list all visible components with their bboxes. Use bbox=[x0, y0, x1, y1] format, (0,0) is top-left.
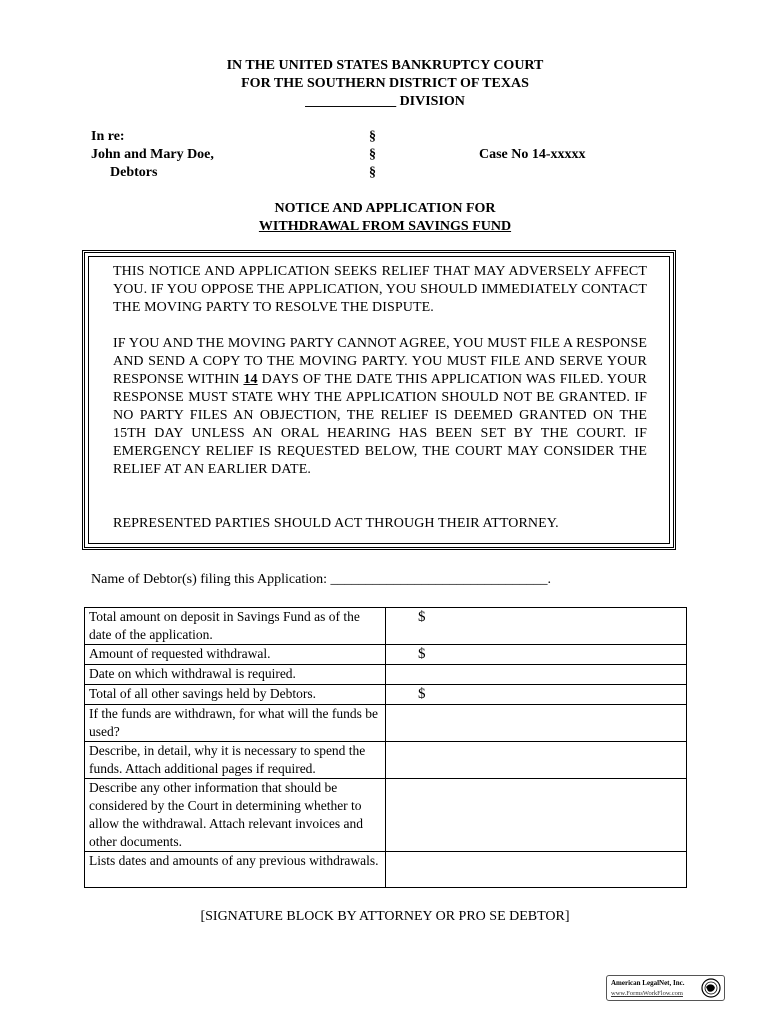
footer-url[interactable]: www.FormsWorkFlow.com bbox=[611, 990, 683, 997]
form-row-value-field[interactable]: $ bbox=[386, 685, 687, 705]
form-row-value-field[interactable]: $ bbox=[386, 645, 687, 665]
court-name: IN THE UNITED STATES BANKRUPTCY COURT bbox=[226, 58, 544, 73]
form-row bbox=[85, 665, 687, 685]
form-row-value-field[interactable] bbox=[386, 742, 687, 779]
application-form-table bbox=[84, 607, 687, 888]
form-row-label: Amount of requested withdrawal. bbox=[85, 645, 386, 665]
footer-badge bbox=[606, 975, 725, 1001]
form-row-value-field[interactable] bbox=[386, 665, 687, 685]
form-row-label: If the funds are withdrawn, for what will the funds be used? bbox=[85, 705, 386, 742]
footer-company: American LegalNet, Inc. bbox=[611, 979, 685, 987]
court-district: FOR THE SOUTHERN DISTRICT OF TEXAS bbox=[241, 76, 529, 91]
section-symbol: § bbox=[369, 165, 376, 180]
globe-seal-icon bbox=[701, 978, 721, 998]
form-row-value-field[interactable]: $ bbox=[386, 608, 687, 645]
response-days: 14 bbox=[243, 372, 258, 387]
notice-box-inner bbox=[88, 256, 670, 544]
debtor-name-line[interactable]: Name of Debtor(s) filing this Application: _______________________________. bbox=[91, 572, 552, 587]
form-row bbox=[85, 705, 687, 742]
notice-box bbox=[82, 250, 676, 550]
form-row bbox=[85, 779, 687, 852]
form-row bbox=[85, 685, 687, 705]
document-title-line1: NOTICE AND APPLICATION FOR bbox=[274, 201, 496, 216]
form-row-value-field[interactable] bbox=[386, 705, 687, 742]
notice-paragraph-2 bbox=[113, 335, 647, 479]
notice-paragraph-3: REPRESENTED PARTIES SHOULD ACT THROUGH THEIR ATTORNEY. bbox=[113, 516, 559, 531]
form-row-label: Total amount on deposit in Savings Fund as of the date of the application. bbox=[85, 608, 386, 645]
form-row-value-field[interactable] bbox=[386, 852, 687, 888]
document-title-line2-wrap bbox=[0, 218, 770, 236]
in-re-label: In re: bbox=[91, 129, 125, 144]
form-row-label: Date on which withdrawal is required. bbox=[85, 665, 386, 685]
form-row bbox=[85, 645, 687, 665]
debtors-names: John and Mary Doe, bbox=[91, 147, 214, 162]
debtors-label: Debtors bbox=[110, 165, 158, 180]
form-row-value-field[interactable] bbox=[386, 779, 687, 852]
signature-block: [SIGNATURE BLOCK BY ATTORNEY OR PRO SE DEBTOR] bbox=[200, 909, 570, 924]
section-symbol: § bbox=[369, 147, 376, 162]
form-row bbox=[85, 852, 687, 888]
form-row-label: Total of all other savings held by Debtors. bbox=[85, 685, 386, 705]
form-row-label: Lists dates and amounts of any previous withdrawals. bbox=[85, 852, 386, 888]
section-symbol: § bbox=[369, 129, 376, 144]
form-row-label: Describe, in detail, why it is necessary to spend the funds. Attach additional pages if required. bbox=[85, 742, 386, 779]
form-row bbox=[85, 608, 687, 645]
form-row bbox=[85, 742, 687, 779]
notice-paragraph-2-end: DAYS OF THE DATE THIS APPLICATION WAS FILED. YOUR RESPONSE MUST STATE WHY THE APPLICATION SHOULD NOT BE GRANTED. IF NO PARTY FILES AN OBJECTION, THE RELIEF IS DEEMED GRANTED ON THE 15TH DAY UNLESS AN ORAL HEARING HAS BEEN SET BY THE COURT. IF EMERGENCY RELIEF IS REQUESTED BELOW, THE COURT MAY CONSIDER THE RELIEF AT AN EARLIER DATE. bbox=[113, 372, 647, 477]
document-title-line2: WITHDRAWAL FROM SAVINGS FUND bbox=[258, 219, 512, 234]
notice-paragraph-2-start: IF YOU AND THE MOVING PARTY CANNOT AGREE, YOU MUST FILE A RESPONSE AND SEND A COPY TO THE MOVING PARTY. YOU MUST FILE AND SERVE YOUR RESPONSE WITHIN bbox=[113, 336, 647, 387]
court-division: _____________ DIVISION bbox=[305, 94, 465, 109]
form-row-label: Describe any other information that should be considered by the Court in determining whether to allow the withdrawal. Attach relevant invoices and other documents. bbox=[85, 779, 386, 852]
notice-paragraph-1: THIS NOTICE AND APPLICATION SEEKS RELIEF THAT MAY ADVERSELY AFFECT YOU. IF YOU OPPOSE THE APPLICATION, YOU SHOULD IMMEDIATELY CONTACT THE MOVING PARTY TO RESOLVE THE DISPUTE. bbox=[113, 264, 647, 315]
case-number: Case No 14-xxxxx bbox=[479, 147, 586, 162]
